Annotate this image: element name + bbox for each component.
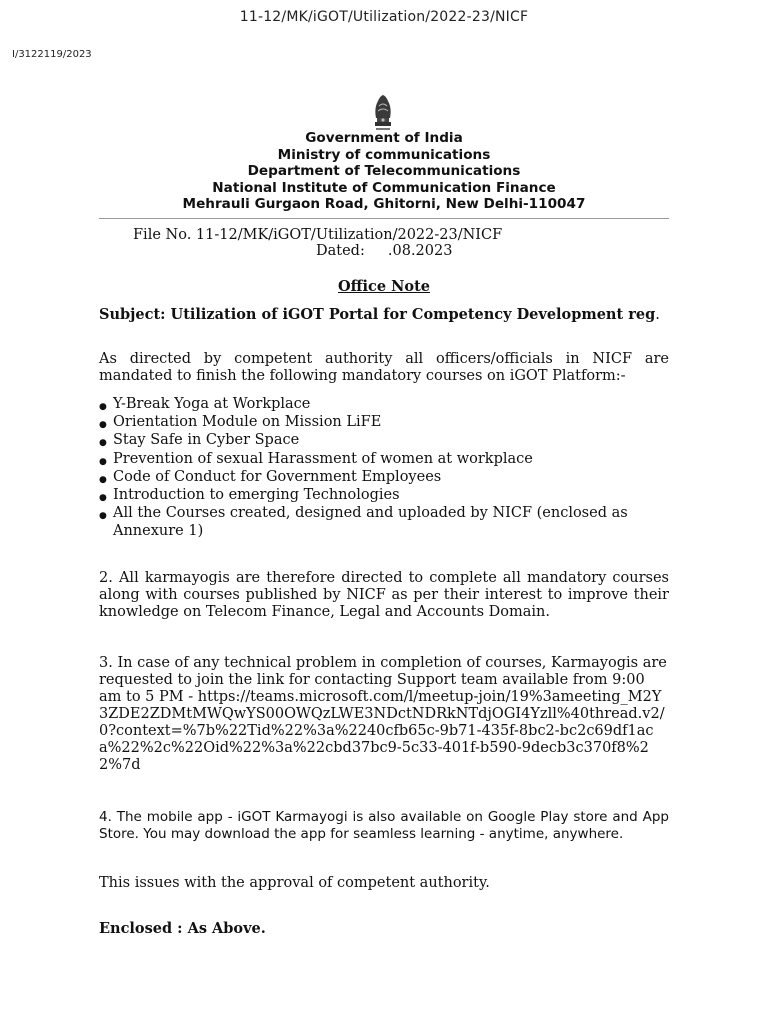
- paragraph-4: 4. The mobile app - iGOT Karmayogi is also available on Google Play store and App Store. You may download the app for seamless learning - anytime, anywhere.: [99, 809, 669, 842]
- course-item: ● Prevention of sexual Harassment of women at workplace: [99, 450, 669, 468]
- bullet-icon: ●: [99, 493, 107, 504]
- header-ministry: Ministry of communications: [277, 146, 491, 163]
- header-department: Department of Telecommunications: [247, 163, 521, 179]
- course-item: ● Introduction to emerging Technologies: [99, 486, 669, 504]
- bullet-icon: ●: [99, 456, 107, 467]
- course-item: ● Stay Safe in Cyber Space: [99, 431, 669, 449]
- mandatory-courses-list: [99, 395, 669, 541]
- paragraph-2: 2. All karmayogis are therefore directed to complete all mandatory courses along with courses published by NICF as per their interest to improve their knowledge on Telecom Finance, Legal and Accounts Domain.: [99, 570, 669, 620]
- closing-line: This issues with the approval of competent authority.: [99, 875, 490, 891]
- letterhead: [0, 130, 768, 213]
- bullet-icon: ●: [99, 438, 107, 449]
- national-emblem-icon: [366, 92, 400, 134]
- paragraph-intro: As directed by competent authority all officers/officials in NICF are mandated to finish the following mandatory courses on iGOT Platform:-: [99, 351, 669, 384]
- header-government: Government of India: [305, 130, 463, 146]
- header-address: Mehrauli Gurgaon Road, Ghitorni, New Delhi-110047: [182, 196, 586, 212]
- header-institute: National Institute of Communication Finance: [212, 179, 556, 196]
- course-item: ● Code of Conduct for Government Employees: [99, 468, 669, 486]
- enclosed-line: Enclosed : As Above.: [99, 920, 266, 937]
- course-item: ● Y-Break Yoga at Workplace: [99, 395, 669, 413]
- paragraph-3-text: 3. In case of any technical problem in completion of courses, Karmayogis are requested to join the link for contacting Support team available from 9:00 am to 5 PM -: [99, 655, 667, 705]
- course-item: ● Orientation Module on Mission LiFE: [99, 413, 669, 431]
- dated-line: Dated: .08.2023: [316, 243, 453, 259]
- top-reference-number: 11-12/MK/iGOT/Utilization/2022-23/NICF: [239, 9, 529, 25]
- subject-line: [99, 306, 669, 324]
- paragraph-3: [99, 655, 669, 774]
- subject-text: Subject: Utilization of iGOT Portal for Competency Development reg: [99, 306, 656, 323]
- diary-number: I/3122119/2023: [12, 49, 92, 60]
- course-item: ● All the Courses created, designed and uploaded by NICF (enclosed as Annexure 1): [99, 505, 628, 540]
- file-number: File No. 11-12/MK/iGOT/Utilization/2022-23/NICF: [133, 227, 503, 243]
- office-note-title: Office Note: [338, 278, 430, 295]
- bullet-icon: ●: [99, 402, 107, 412]
- support-team-link[interactable]: https://teams.microsoft.com/l/meetup-join/19%3ameeting_M2Y3ZDE2ZDMtMWQwYS00OWQzLWE3NDctNDRkNTdjOGI4Yzll%40thread.v2/0?context=%7b%22Tid%22%3a%2240cfb65c-9b71-435f-8bc2-bc2c69df1aca%22%2c%22Oid%22%3a%22cbd37bc9-5c33-401f-b590-9decb3c370f8%22%7d: [99, 689, 665, 773]
- header-divider: [99, 218, 669, 219]
- bullet-icon: ●: [99, 511, 107, 522]
- bullet-icon: ●: [99, 474, 107, 485]
- bullet-icon: ●: [99, 420, 107, 431]
- subject-end: .: [655, 307, 660, 323]
